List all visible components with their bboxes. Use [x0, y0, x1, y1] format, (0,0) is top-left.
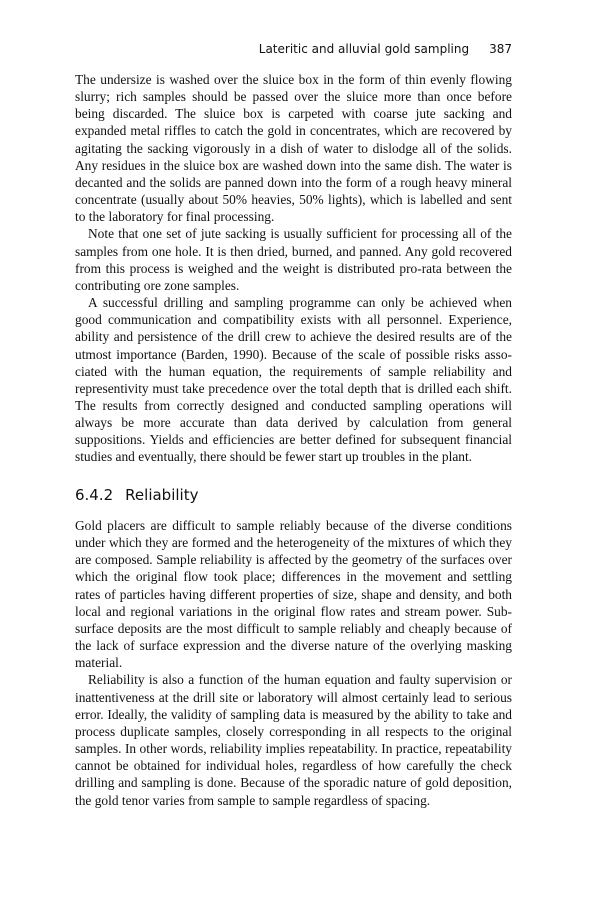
book-page — [75, 0, 512, 900]
section-number: 6.4.2 — [75, 486, 114, 504]
paragraph-jute-sacking: Note that one set of jute sacking is usually sufficient for processing all of the samples from one hole. It is then dried, burned, and panned. Any gold recovered from this process is weighed and the weight is distributed pro-rata between the contributing ore zone samples. — [75, 226, 512, 293]
paragraph-drilling-programme: A successful drilling and sampling programme can only be achieved when good communication and compatibility exists with all personnel. Experience, ability and persistence of the drill crew to achieve the desired results are of the utmost importance (Barden, 1990). Because of the scale of possible risks associated with the human equation, the requirements of sample reliability and representivity must take precedence over the total depth that is drilled each shift. The results from correctly designed and conducted sampling operations will always be more accurate than data derived by calculation from general suppositions. Yields and efficiencies are better defined for subsequent financial studies and eventually, there should be fewer start up troubles in the plant. — [75, 295, 512, 465]
paragraph-sluice-box: The undersize is washed over the sluice box in the form of thin evenly flowing slurry; rich samples should be passed over the sluice more than once before being discarded. The sluice box is carpeted with coarse jute sacking and expanded metal riffles to catch the gold in concentrates, which are recovered by agitating the sacking vigorously in a dish of water to dislodge all of the solids. Any residues in the sluice box are washed down into the same dish. The water is decanted and the solids are panned down into the form of a rough heavy mineral concentrate (usually about 50% heavies, 50% lights), which is labelled and sent to the laboratory for final processing. — [75, 72, 512, 225]
page-number: 387 — [489, 42, 512, 56]
section-heading-reliability — [75, 486, 198, 504]
section-title: Reliability — [125, 486, 199, 504]
running-head — [75, 42, 512, 56]
paragraph-human-equation: Reliability is also a function of the human equation and faulty supervision or inattentiveness at the drill site or laboratory will almost certainly lead to serious error. Ideally, the validity of sampling data is measured by the ability to take and process duplicate samples, closely corresponding in all respects to the original samples. In other words, reliability implies repeatability. In practice, repeatability cannot be obtained for individual holes, regardless of how carefully the check drilling and sampling is done. Because of the sporadic nature of gold deposition, the gold tenor varies from sample to sample regardless of spacing. — [75, 672, 512, 808]
paragraph-gold-placers: Gold placers are difficult to sample reliably because of the diverse conditions under which they are formed and the heterogeneity of the mixtures of which they are composed. Sample reliability is affected by the geometry of the surfaces over which the original flow took place; differences in the movement and settling rates of particles having different properties of size, shape and density, and both local and regional variations in the original flow rates and stream power. Sub-surface deposits are the most difficult to sample reliably and cheaply because of the lack of surface expression and the diverse nature of the overlying masking material. — [75, 518, 512, 671]
text-block-sampling-procedure — [75, 71, 512, 466]
text-block-reliability — [75, 517, 512, 809]
running-title: Lateritic and alluvial gold sampling — [258, 42, 470, 56]
